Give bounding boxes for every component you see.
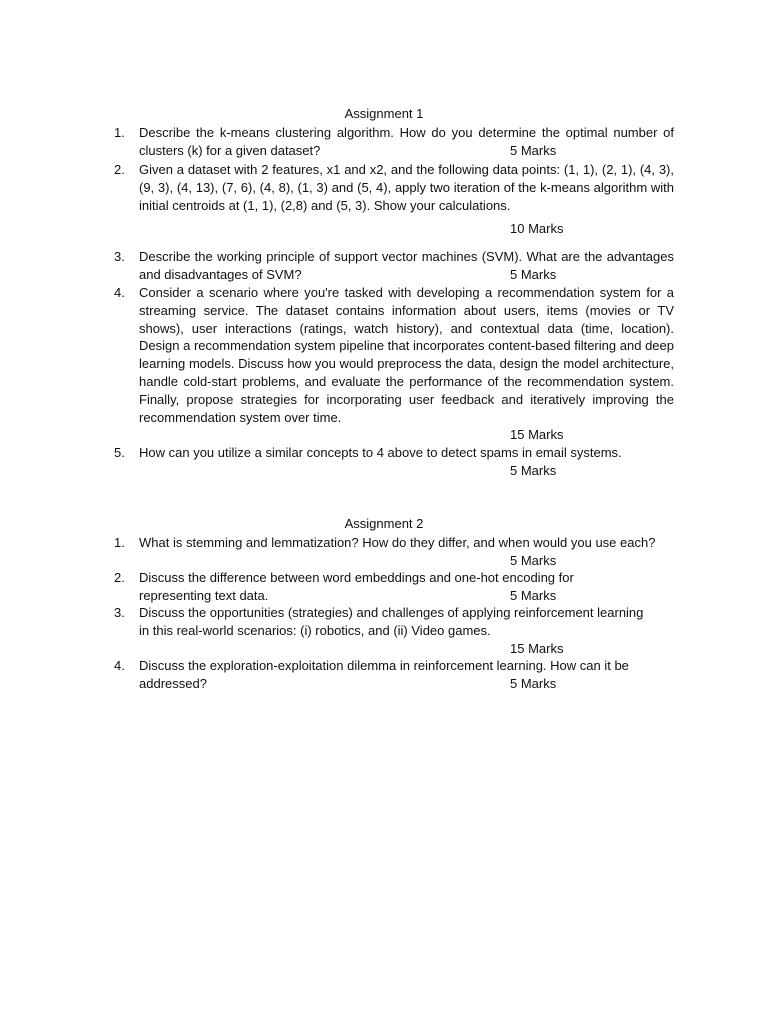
question-marks: 5 Marks [510, 676, 557, 691]
question-number: 3. [114, 249, 125, 264]
a2-question-4 [114, 657, 674, 693]
question-number: 5. [114, 445, 125, 460]
question-number: 1. [114, 535, 125, 550]
question-text: Consider a scenario where you're tasked with developing a recommendation system for a streaming service. The dataset contains information about users, items (movies or TV shows), user interactions (ratings, watch history), and contextual data (time, location). Design a recommendation system pipeline that incorporates content-based filtering and deep learning models. Discuss how you would preprocess the data, design the model architecture, handle cold-start problems, and evaluate the performance of the recommendation system. Finally, propose strategies for incorporating user feedback and iteratively improving the recommendation system over time. [139, 285, 674, 425]
question-number: 4. [114, 658, 125, 673]
question-number: 3. [114, 605, 125, 620]
question-text: How can you utilize a similar concepts to 4 above to detect spams in email systems. [139, 445, 622, 460]
question-text: Describe the working principle of support vector machines (SVM). What are the advantages and disadvantages of SVM? [139, 249, 674, 282]
question-number: 2. [114, 570, 125, 585]
a1-question-4 [114, 284, 674, 442]
question-number: 4. [114, 285, 125, 300]
a1-question-2 [114, 161, 674, 236]
question-marks: 15 Marks [510, 427, 564, 442]
question-text: Discuss the exploration-exploitation dilemma in reinforcement learning. How can it be addressed? [139, 658, 629, 691]
a2-question-2 [114, 569, 674, 605]
question-marks: 5 Marks [510, 143, 557, 158]
question-marks: 5 Marks [510, 588, 557, 603]
question-text: Discuss the opportunities (strategies) and challenges of applying reinforcement learning in this real-world scenarios: (i) robotics, and (ii) Video games. [139, 605, 644, 638]
question-text: What is stemming and lemmatization? How do they differ, and when would you use each? [139, 535, 656, 550]
question-marks: 15 Marks [510, 641, 564, 656]
a2-question-3 [114, 604, 674, 656]
a1-question-3 [114, 248, 674, 284]
question-marks: 5 Marks [510, 463, 557, 478]
assignment-2-title: Assignment 2 [344, 516, 424, 531]
question-text: Describe the k-means clustering algorithm. How do you determine the optimal number of clusters (k) for a given dataset? [139, 125, 674, 158]
question-text: Discuss the difference between word embeddings and one-hot encoding for representing text data. [139, 570, 574, 603]
question-text: Given a dataset with 2 features, x1 and x2, and the following data points: (1, 1), (2, 1), (4, 3), (9, 3), (4, 13), (7, 6), (4, 8), (1, 3) and (5, 4), apply two iteration of the k-means algorithm with initial centroids at (1, 1), (2,8) and (5, 3). Show your calculations. [139, 162, 674, 213]
a2-question-1 [114, 534, 674, 568]
question-number: 1. [114, 125, 125, 140]
assignment-1-title: Assignment 1 [344, 106, 424, 121]
question-marks: 5 Marks [510, 267, 557, 282]
question-marks: 5 Marks [510, 553, 557, 568]
a1-question-5 [114, 444, 674, 478]
a1-question-1 [114, 124, 674, 160]
question-marks: 10 Marks [510, 221, 564, 236]
question-number: 2. [114, 162, 125, 177]
